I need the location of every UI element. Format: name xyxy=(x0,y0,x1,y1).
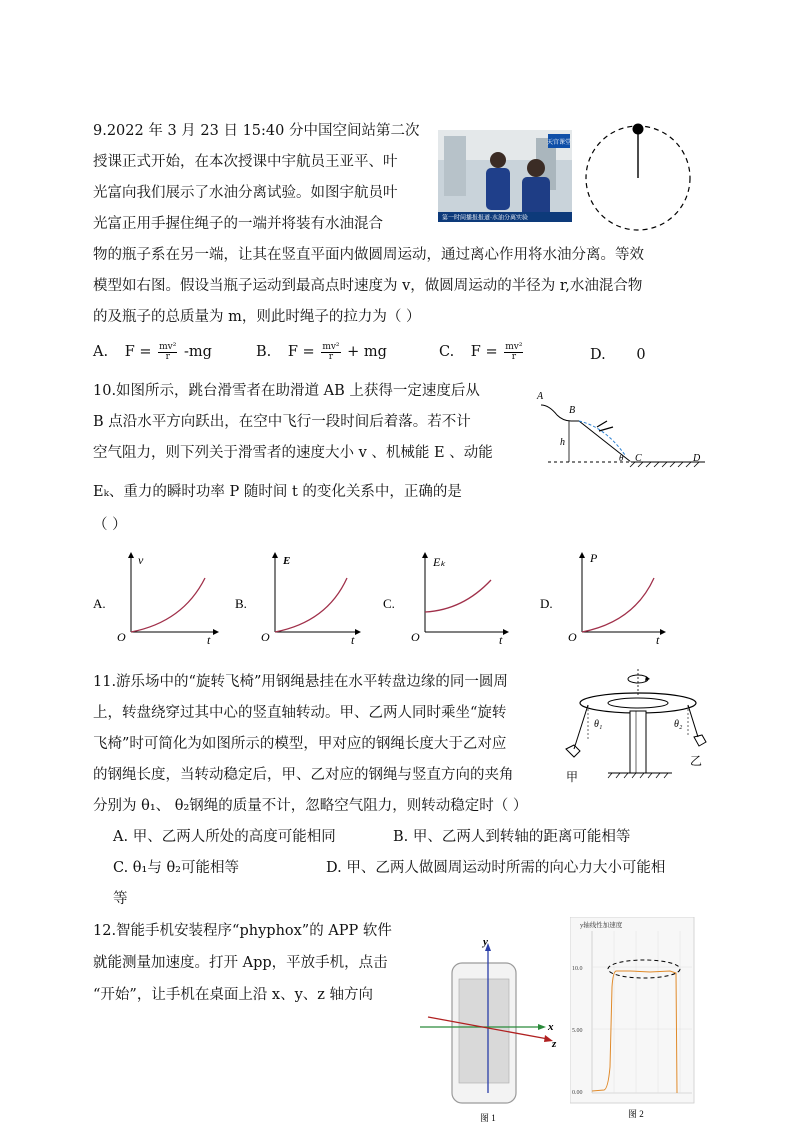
astronaut-photo xyxy=(438,130,572,222)
y-axis-label: y xyxy=(483,936,488,948)
option-label: A. xyxy=(93,344,109,360)
q9-line-6: 模型如右图。假设当瓶子运动到最高点时速度为 v，做圆周运动的半径为 r,水油混合物 xyxy=(93,278,643,294)
phone-axes-figure xyxy=(418,935,568,1125)
acceleration-chart xyxy=(570,917,696,1123)
y-axis-label: v xyxy=(138,553,144,567)
q9-line-7: 的及瓶子的总质量为 m，则此时绳子的拉力为（ ） xyxy=(93,309,421,325)
theta-label: θ xyxy=(619,453,624,463)
svg-text:P: P xyxy=(590,551,598,565)
q10-graph-b[interactable] xyxy=(235,550,365,645)
chart-title: y轴线性加速度 xyxy=(580,922,623,929)
svg-text:t: t xyxy=(499,633,503,645)
center-pole xyxy=(630,711,646,773)
yi-label: 乙 xyxy=(690,754,703,768)
svg-text:O: O xyxy=(261,630,270,644)
fig2-caption: 图 2 xyxy=(628,1109,644,1119)
svg-text:Eₖ: Eₖ xyxy=(433,555,446,569)
q11-line-4: 的钢绳长度，当转动稳定后，甲、乙对应的钢绳与竖直方向的夹角 xyxy=(93,767,514,783)
q10-line-5: （ ） xyxy=(93,517,127,533)
q11-line-1: 11.游乐场中的“旋转飞椅”用钢绳悬挂在水平转盘边缘的同一圆周 xyxy=(93,674,508,690)
q9-line-3: 光富向我们展示了水油分离试验。如图宇航员叶 xyxy=(93,185,398,201)
x-axis-label: x xyxy=(548,1021,554,1033)
q9-option-b[interactable]: B. F = $\frac{\text{mv²}}{r}$ + mg xyxy=(256,341,387,362)
q9-line-1: 9.2022 年 3 月 23 日 15:40 分中国空间站第二次 xyxy=(93,123,420,139)
bottle-ball xyxy=(633,124,644,135)
turntable xyxy=(580,693,696,713)
theta2-label: θ₂ xyxy=(674,719,683,730)
q11-option-a[interactable]: A. 甲、乙两人所处的高度可能相同 xyxy=(113,829,336,845)
q10-graph-a[interactable] xyxy=(93,550,223,645)
q9-option-a[interactable]: A. F = $\frac{\text{mv²}}{r}$ -mg xyxy=(93,341,212,362)
origin-label: O xyxy=(117,630,126,644)
q10-line-2: B 点沿水平方向跃出，在空中飞行一段时间后着落。若不计 xyxy=(93,414,471,430)
rope-yi xyxy=(688,705,698,737)
fraction: $\frac{\text{mv²}}{r}$ xyxy=(505,341,523,362)
q9-line-2: 授课正式开始，在本次授课中宇航员王亚平、叶 xyxy=(93,154,398,170)
svg-text:C.: C. xyxy=(383,596,395,611)
circle-motion-diagram xyxy=(580,120,700,232)
q10-line-4: Eₖ、重力的瞬时功率 P 随时间 t 的变化关系中，正确的是 xyxy=(93,484,462,500)
q12-line-2: 就能测量加速度。打开 App，平放手机，点击 xyxy=(93,955,388,971)
q11-line-2: 上，转盘绕穿过其中心的竖直轴转动。甲、乙两人同时乘坐“旋转 xyxy=(93,705,507,721)
theta1-label: θ₁ xyxy=(594,719,603,730)
fraction: $\frac{\text{mv²}}{r}$ xyxy=(322,341,340,362)
fraction: $\frac{\text{mv²}}{r}$ xyxy=(159,341,177,362)
q11-option-d-cont: 等 xyxy=(113,891,128,907)
q11-line-3: 飞椅”时可简化为如图所示的模型，甲对应的钢绳长度大于乙对应 xyxy=(93,736,507,752)
height-label: h xyxy=(560,437,565,448)
svg-text:E: E xyxy=(283,555,291,567)
svg-text:B.: B. xyxy=(235,596,247,611)
svg-text:t: t xyxy=(351,633,355,645)
q11-line-5: 分别为 θ₁、 θ₂钢绳的质量不计，忽略空气阻力，则转动稳定时（ ） xyxy=(93,798,528,814)
x-axis-label: t xyxy=(207,633,211,645)
seat-jia-icon xyxy=(566,745,580,757)
q10-line-1: 10.如图所示，跳台滑雪者在助滑道 AB 上获得一定速度后从 xyxy=(93,383,480,399)
svg-text:t: t xyxy=(656,633,660,645)
jia-label: 甲 xyxy=(566,770,579,784)
point-d-label: D xyxy=(693,453,701,464)
fig1-caption: 图 1 xyxy=(480,1113,496,1123)
svg-text:O: O xyxy=(411,630,420,644)
q9-option-d[interactable]: D. 0 xyxy=(590,347,646,363)
point-b-label: B xyxy=(569,405,576,416)
q11-option-d[interactable]: D. 甲、乙两人做圆周运动时所需的向心力大小可能相 xyxy=(326,860,666,876)
tick-5: 5.00 xyxy=(572,1028,583,1034)
svg-text:D.: D. xyxy=(540,596,553,611)
z-axis-label: z xyxy=(552,1038,557,1050)
q9-line-5: 物的瓶子系在另一端，让其在竖直平面内做圆周运动，通过离心作用将水油分离。等效 xyxy=(93,247,644,263)
tick-0: 0.00 xyxy=(572,1090,583,1096)
tick-10: 10.0 xyxy=(572,966,583,972)
swing-ride-diagram xyxy=(560,665,720,787)
svg-text:O: O xyxy=(568,630,577,644)
rope-jia xyxy=(574,705,588,749)
q12-line-1: 12.智能手机安装程序“phyphox”的 APP 软件 xyxy=(93,923,392,939)
q12-line-3: “开始”，让手机在桌面上沿 x、y、z 轴方向 xyxy=(93,987,374,1003)
q10-line-3: 空气阻力，则下列关于滑雪者的速度大小 v 、机械能 E 、动能 xyxy=(93,445,493,461)
point-a-label: A xyxy=(537,391,544,402)
point-c-label: C xyxy=(635,453,642,464)
curve xyxy=(131,578,205,632)
q11-option-b[interactable]: B. 甲、乙两人到转轴的距离可能相等 xyxy=(393,829,631,845)
q9-line-4: 光富正用手握住绳子的一端并将装有水油混合 xyxy=(93,216,383,232)
ski-jump-diagram xyxy=(535,385,707,470)
q9-option-c[interactable]: C. F = $\frac{\text{mv²}}{r}$ xyxy=(439,341,523,362)
q10-graph-d[interactable] xyxy=(540,550,670,645)
svg-text:A.: A. xyxy=(93,596,106,611)
q11-option-c[interactable]: C. θ₁与 θ₂可能相等 xyxy=(113,860,239,876)
q10-graph-c[interactable] xyxy=(383,550,513,645)
seat-yi-icon xyxy=(694,735,706,746)
photo-badge: 天宫课堂 xyxy=(546,140,572,146)
photo-caption: 第一时间播报报道·水油分离实验 xyxy=(442,215,528,222)
